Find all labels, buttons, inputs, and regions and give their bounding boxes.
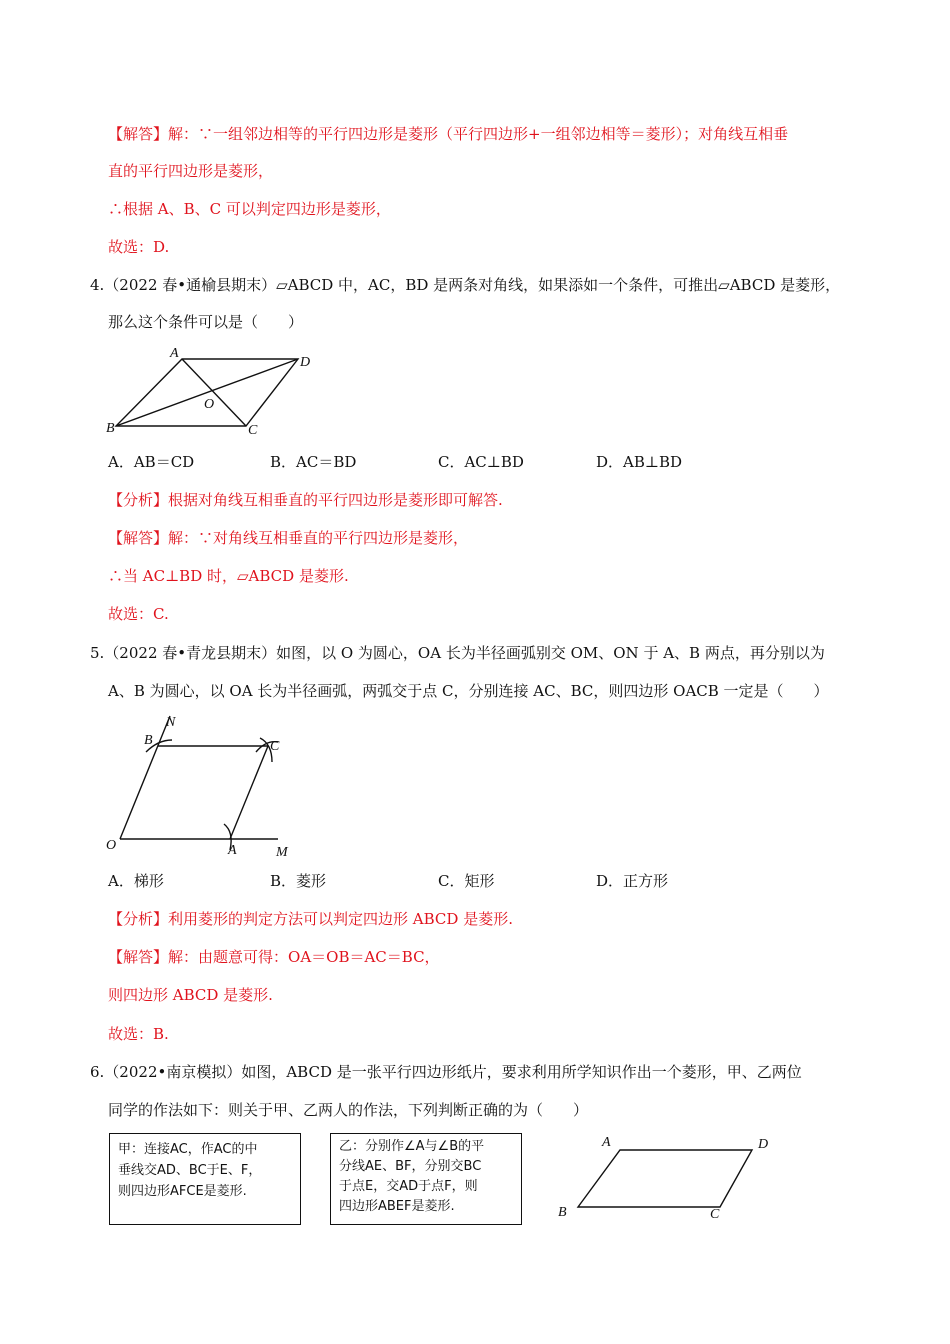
q4-label-b: B [106, 421, 115, 436]
q5-stem-line1: 5.（2022 春•青龙县期末）如图，以 O 为圆心，OA 长为半径画弧别交 OM、ON 于 A、B 两点，再分别以为 [90, 644, 825, 662]
q5-compass-construction-figure [100, 708, 310, 860]
q6-method-yi-box [330, 1133, 522, 1225]
q6-method-jia-box [109, 1133, 301, 1225]
q4-option-a: A．AB＝CD [108, 453, 195, 471]
q5-label-m: M [276, 845, 288, 860]
q4-option-b: B．AC＝BD [270, 453, 357, 471]
q3-answer-line3: ∴根据 A、B、C 可以判定四边形是菱形， [108, 200, 391, 218]
q6-label-a: A [602, 1135, 611, 1150]
q5-option-a: A．梯形 [108, 872, 164, 890]
q6-label-c: C [710, 1207, 720, 1222]
q6-jia-line1: 甲：连接AC，作AC的中 [118, 1142, 258, 1157]
q6-yi-line4: 四边形ABEF是菱形. [339, 1199, 455, 1214]
q4-option-d: D．AB⊥BD [596, 453, 683, 471]
answer-tag: 【解答】 [108, 125, 169, 143]
q6-yi-line1: 乙：分别作∠A与∠B的平 [339, 1139, 485, 1154]
q4-label-d: D [300, 355, 311, 370]
q6-yi-line3: 于点E，交AD于点F，则 [339, 1179, 478, 1194]
q6-yi-line2: 分线AE、BF，分别交BC [339, 1159, 482, 1174]
q5-label-a: A [228, 843, 237, 858]
q4-label-a: A [170, 346, 179, 361]
q6-stem-line1: 6.（2022•南京模拟）如图，ABCD 是一张平行四边形纸片，要求利用所学知识作出一个菱形，甲、乙两位 [90, 1063, 802, 1081]
q3-answer-line2: 直的平行四边形是菱形， [108, 162, 274, 180]
q4-option-c: C．AC⊥BD [438, 453, 524, 471]
q4-label-c: C [248, 423, 258, 438]
q6-label-b: B [558, 1205, 567, 1220]
q5-label-n: N [166, 715, 176, 730]
q5-label-c: C [270, 739, 280, 754]
q4-choice: 故选：C. [108, 605, 169, 623]
q4-stem-line2: 那么这个条件可以是（ ） [108, 313, 304, 331]
q5-analysis: 【分析】利用菱形的判定方法可以判定四边形 ABCD 是菱形. [108, 910, 513, 928]
q4-answer-line1: 【解答】解：∵对角线互相垂直的平行四边形是菱形， [108, 529, 469, 547]
q3-choice: 故选：D. [108, 238, 170, 256]
q3-answer-line1: 【解答】解：∵一组邻边相等的平行四边形是菱形（平行四边形+一组邻边相等＝菱形）；对角线互相垂 [108, 125, 789, 143]
q5-choice: 故选：B. [108, 1025, 169, 1043]
q5-option-b: B．菱形 [270, 872, 327, 890]
q6-label-d: D [758, 1137, 769, 1152]
q6-stem-line2: 同学的作法如下：则关于甲、乙两人的作法，下列判断正确的为（ ） [108, 1101, 589, 1119]
q6-parallelogram-figure [552, 1128, 782, 1224]
q4-parallelogram-figure [100, 342, 330, 438]
q6-jia-line2: 垂线交AD、BC于E、F， [118, 1163, 262, 1178]
q4-analysis: 【分析】根据对角线互相垂直的平行四边形是菱形即可解答. [108, 491, 503, 509]
q6-jia-line3: 则四边形AFCE是菱形. [118, 1184, 247, 1199]
q4-label-o: O [204, 397, 215, 412]
q5-answer-line1: 【解答】解：由题意可得：OA＝OB＝AC＝BC， [108, 948, 440, 966]
q4-stem-line1: 4.（2022 春•通榆县期末）▱ABCD 中，AC，BD 是两条对角线，如果添如一个条件，可推出▱ABCD 是菱形， [90, 276, 841, 294]
q5-option-c: C．矩形 [438, 872, 495, 890]
q5-label-b: B [144, 733, 153, 748]
q5-answer-line2: 则四边形 ABCD 是菱形. [108, 986, 273, 1004]
q5-label-o: O [106, 838, 117, 853]
q5-option-d: D．正方形 [596, 872, 669, 890]
q4-answer-line2: ∴当 AC⊥BD 时，▱ABCD 是菱形. [108, 567, 349, 585]
q5-stem-line2: A、B 为圆心，以 OA 长为半径画弧，两弧交于点 C，分别连接 AC、BC，则四边形 OACB 一定是（ ） [108, 682, 829, 700]
